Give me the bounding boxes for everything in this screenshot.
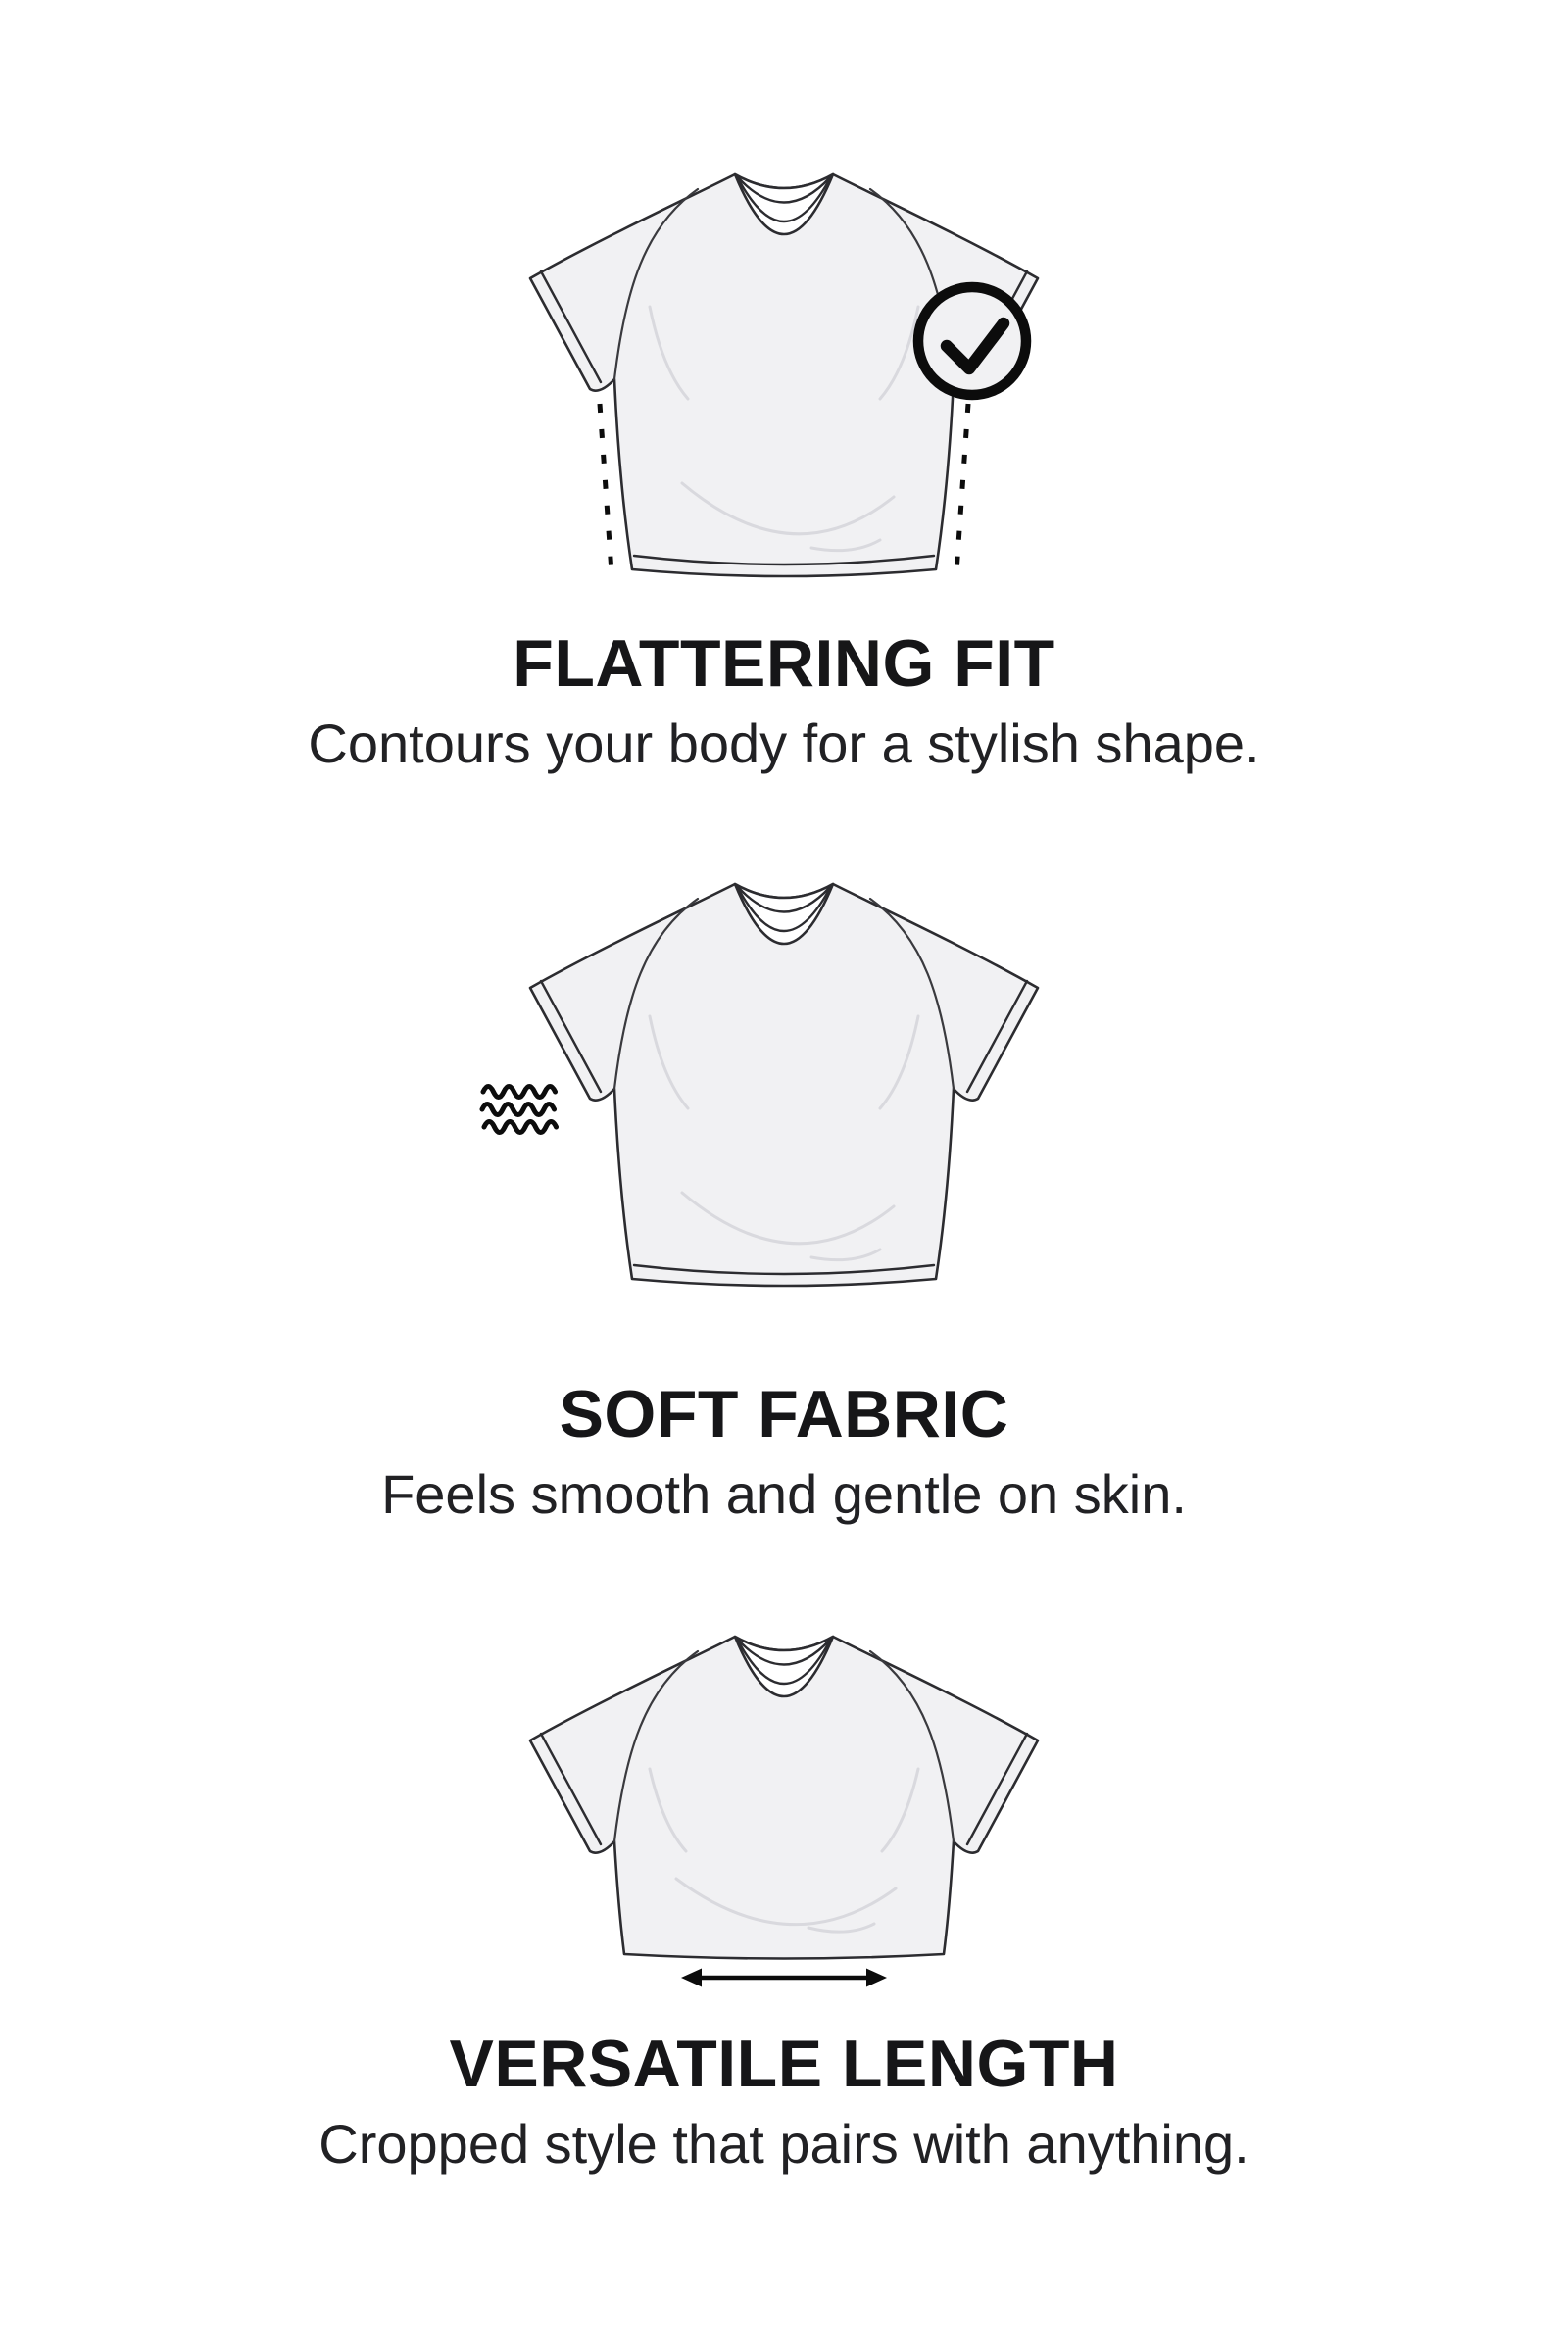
feature-flattering-fit <box>0 0 1568 774</box>
feature-subtitle-soft-fabric: Feels smooth and gentle on skin. <box>381 1463 1187 1525</box>
feature-title-versatile-length: VERSATILE LENGTH <box>449 2027 1119 2101</box>
tshirt-illustration <box>530 884 1038 1286</box>
feature-title-flattering-fit: FLATTERING FIT <box>513 626 1055 701</box>
tshirt-illustration <box>530 1637 1038 1959</box>
feature-subtitle-versatile-length: Cropped style that pairs with anything. <box>318 2113 1250 2175</box>
dashed-seam-line-right <box>956 404 968 572</box>
feature-soft-fabric <box>0 771 1568 1525</box>
dashed-seam-line-left <box>600 404 612 572</box>
wave-lines-icon <box>482 1087 557 1133</box>
feature-versatile-length <box>0 1522 1568 2175</box>
flattering-fit-illustration <box>441 162 1127 593</box>
feature-subtitle-flattering-fit: Contours your body for a stylish shape. <box>308 712 1260 774</box>
feature-title-soft-fabric: SOFT FABRIC <box>559 1377 1009 1451</box>
soft-fabric-illustration <box>441 871 1127 1302</box>
checkmark-circle-icon <box>918 287 1026 395</box>
versatile-length-illustration <box>441 1624 1127 2001</box>
width-arrow-icon <box>681 1969 887 1987</box>
